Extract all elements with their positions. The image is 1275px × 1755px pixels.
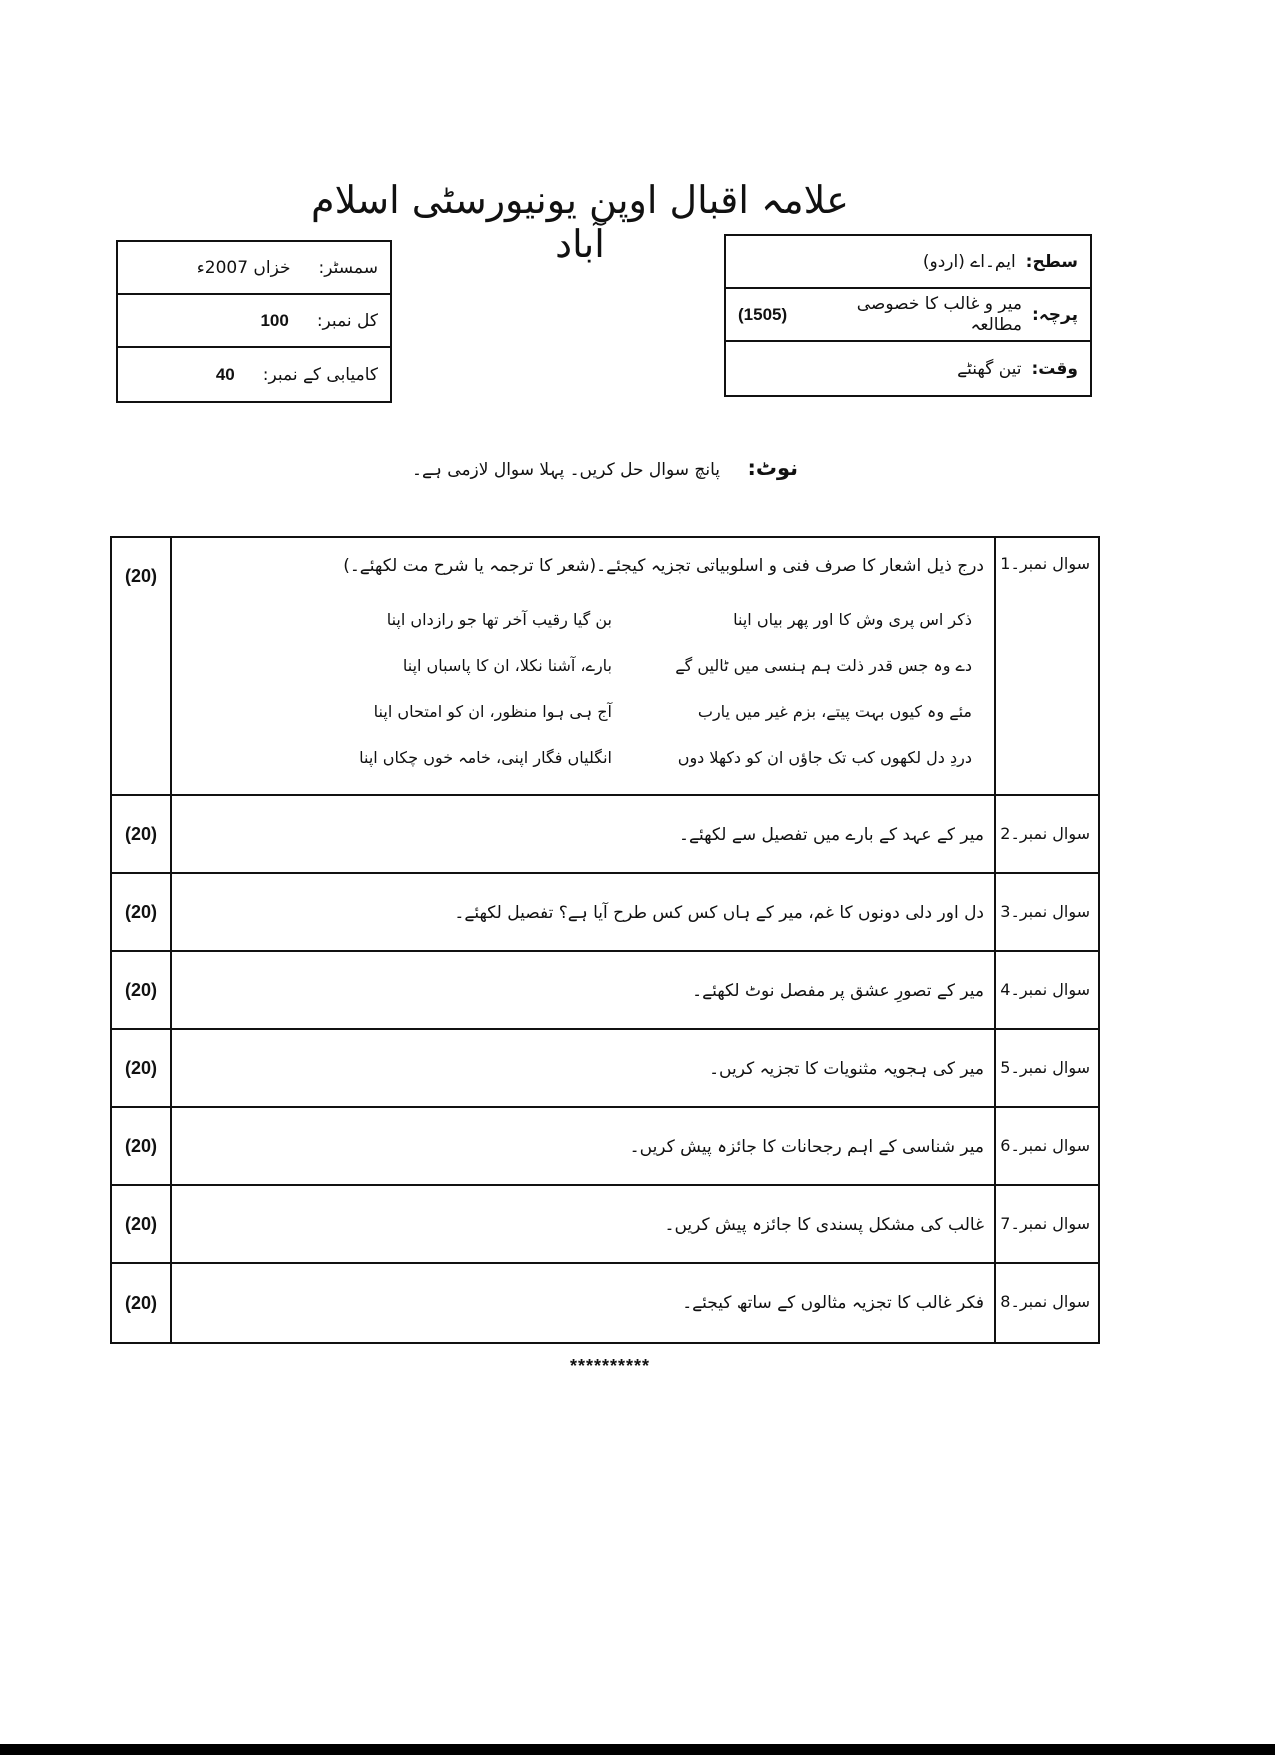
couplet: [182, 734, 984, 780]
question-text: غالب کی مشکل پسندی کا جائزہ پیش کریں۔: [664, 1215, 984, 1235]
total-marks-row: [118, 295, 390, 348]
pass-marks-value: 40: [215, 364, 235, 384]
question-text: میر کے عہد کے بارے میں تفصیل سے لکھئے۔: [679, 825, 984, 845]
question-number: سوال نمبر۔4: [994, 952, 1098, 1028]
end-of-paper-stars: **********: [569, 1356, 651, 1376]
question-text: درج ذیل اشعار کا صرف فنی و اسلوبیاتی تجزیہ کیجئے۔(شعر کا ترجمہ یا شرح مت لکھئے۔): [343, 556, 984, 576]
misra-first: دردِ دل لکھوں کب تک جاؤں ان کو دکھلا دوں: [677, 747, 972, 767]
question-text: میر کے تصورِ عشق پر مفصل نوٹ لکھئے۔: [692, 981, 984, 1001]
couplet: [182, 596, 984, 642]
misra-second: آج ہی ہوا منظور، ان کو امتحاں اپنا: [373, 701, 612, 721]
question-row-6: [112, 1108, 1098, 1186]
total-marks-value: 100: [260, 310, 289, 330]
misra-first: ذکر اس پری وش کا اور پھر بیاں اپنا: [733, 609, 972, 629]
couplet: [182, 688, 984, 734]
paper-label: پرچہ:: [1032, 305, 1078, 325]
question-marks: (20): [112, 1030, 172, 1106]
time-row: [726, 342, 1090, 395]
question-number: سوال نمبر۔6: [994, 1108, 1098, 1184]
question-marks: (20): [112, 1264, 172, 1342]
note-label: نوٹ:: [747, 456, 798, 480]
scan-edge-bar: [0, 1744, 1275, 1755]
misra-second: انگلیاں فگار اپنی، خامہ خوں چکاں اپنا: [359, 747, 612, 767]
question-number: سوال نمبر۔2: [994, 796, 1098, 872]
question-text: دل اور دلی دونوں کا غم، میر کے ہاں کس کس طرح آیا ہے؟ تفصیل لکھئے۔: [454, 903, 984, 923]
question-row-1: [112, 538, 1098, 796]
note-text: پانچ سوال حل کریں۔ پہلا سوال لازمی ہے۔: [411, 460, 721, 480]
time-label: وقت:: [1031, 358, 1078, 379]
question-text: میر شناسی کے اہم رجحانات کا جائزہ پیش کریں۔: [629, 1137, 984, 1157]
question-row-5: [112, 1030, 1098, 1108]
question-number: سوال نمبر۔7: [994, 1186, 1098, 1262]
level-value: ایم۔اے (اردو): [922, 252, 1016, 272]
semester-label: سمسٹر:: [318, 257, 378, 278]
question-marks: (20): [112, 1186, 172, 1262]
pass-marks-row: [118, 348, 390, 401]
total-marks-label: کل نمبر:: [316, 310, 378, 331]
course-info-box: [724, 234, 1092, 397]
pass-marks-label: کامیابی کے نمبر:: [262, 365, 378, 385]
question-text: فکر غالب کا تجزیہ مثالوں کے ساتھ کیجئے۔: [682, 1293, 984, 1313]
university-title: علامہ اقبال اوپن یونیورسٹی اسلام آباد: [311, 178, 849, 266]
question-row-2: [112, 796, 1098, 874]
question-number: سوال نمبر۔1: [994, 538, 1098, 794]
question-row-8: [112, 1264, 1098, 1342]
question-marks: (20): [112, 874, 172, 950]
exam-meta-box: [116, 240, 392, 403]
question-text: میر کی ہجویہ مثنویات کا تجزیہ کریں۔: [709, 1059, 984, 1079]
question-number: سوال نمبر۔8: [994, 1264, 1098, 1342]
question-number: سوال نمبر۔5: [994, 1030, 1098, 1106]
question-body: [172, 538, 994, 794]
question-row-3: [112, 874, 1098, 952]
questions-table: [110, 536, 1100, 1344]
level-row: [726, 236, 1090, 289]
couplets-block: [182, 596, 984, 780]
couplet: [182, 642, 984, 688]
question-row-7: [112, 1186, 1098, 1264]
time-value: تین گھنٹے: [957, 359, 1022, 379]
question-number: سوال نمبر۔3: [994, 874, 1098, 950]
semester-value: خزاں 2007ء: [196, 257, 291, 278]
paper-row: [726, 289, 1090, 342]
misra-second: بن گیا رقیب آخر تھا جو رازداں اپنا: [386, 609, 612, 629]
question-marks: (20): [112, 1108, 172, 1184]
misra-first: مئے وہ کیوں بہت پیتے، بزم غیر میں یارب: [697, 701, 972, 721]
paper-code: (1505): [738, 304, 788, 324]
question-marks: (20): [112, 796, 172, 872]
question-row-4: [112, 952, 1098, 1030]
question-marks: (20): [112, 538, 172, 794]
instructions-note: [380, 456, 830, 480]
paper-value: میر و غالب کا خصوصی مطالعہ: [856, 294, 1023, 335]
question-marks: (20): [112, 952, 172, 1028]
misra-first: دے وہ جس قدر ذلت ہم ہنسی میں ٹالیں گے: [675, 655, 972, 675]
semester-row: [118, 242, 390, 295]
misra-second: بارے، آشنا نکلا، ان کا پاسباں اپنا: [402, 655, 612, 675]
level-label: سطح:: [1025, 251, 1078, 272]
